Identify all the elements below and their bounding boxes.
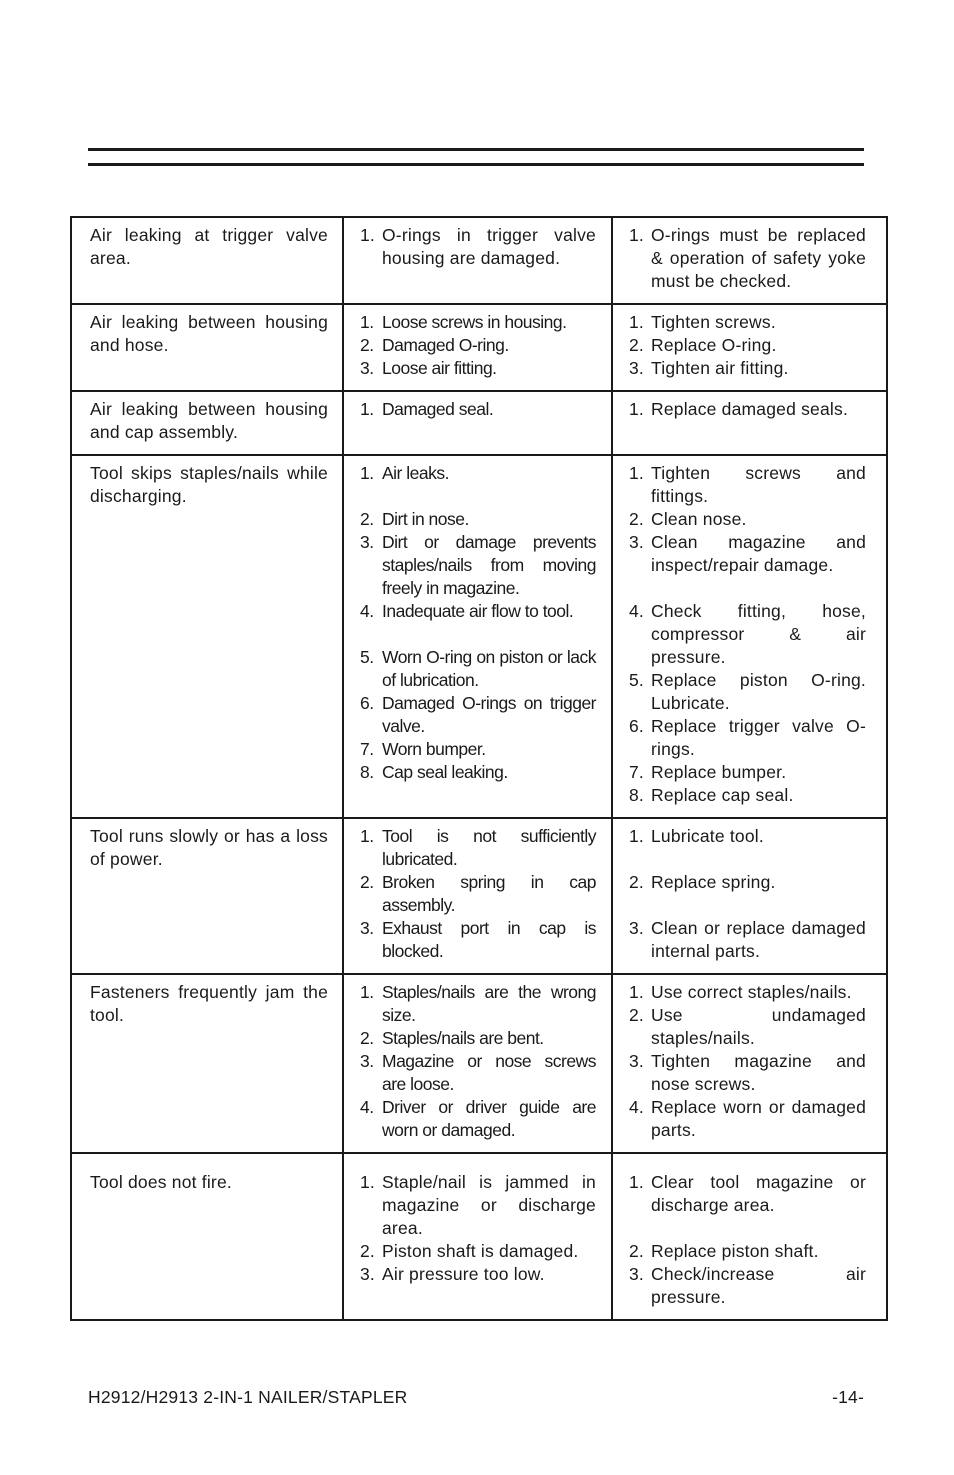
solution-item: 8. Replace cap seal.: [629, 785, 794, 805]
solution-item: 1. Use correct staples/nails.: [629, 982, 852, 1002]
solution-item: 1. O-rings must be replaced & operation of safety yoke must be checked.: [629, 225, 866, 291]
cause-item: 2. Piston shaft is damaged.: [360, 1241, 579, 1261]
solution-item: 6. Replace trigger valve O-rings.: [629, 716, 866, 759]
table-row: [71, 455, 887, 818]
solution-cell: [612, 818, 887, 974]
problem-cell: Air leaking between housing and cap assembly.: [71, 391, 343, 455]
cause-item: 1. Staple/nail is jammed in magazine or discharge area.: [360, 1172, 596, 1238]
problem-cell: Tool runs slowly or has a loss of power.: [71, 818, 343, 974]
solution-cell: [612, 217, 887, 304]
table-row: [71, 391, 887, 455]
solution-cell: [612, 455, 887, 818]
header-rule-top: [88, 148, 864, 151]
table-row: [71, 974, 887, 1153]
problem-cell: Fasteners frequently jam the tool.: [71, 974, 343, 1153]
solution-item: 2. Replace piston shaft.: [629, 1241, 819, 1261]
solution-item: 1. Tighten screws and fittings.: [629, 463, 866, 506]
footer-page-number: -14-: [832, 1387, 864, 1407]
solution-item: 3. Tighten air fitting.: [629, 358, 789, 378]
solution-item: 4. Check fitting, hose, compressor & air pressure.: [629, 601, 866, 667]
table-row: [71, 217, 887, 304]
cause-item: 3. Magazine or nose screws are loose.: [360, 1051, 596, 1094]
solution-cell: [612, 974, 887, 1153]
problem-cell: Air leaking between housing and hose.: [71, 304, 343, 391]
solution-item: 2. Replace spring.: [629, 872, 776, 892]
cause-item: 1. Damaged seal.: [360, 399, 494, 419]
solution-item: 1. Replace damaged seals.: [629, 399, 849, 419]
solution-item: 2. Use undamaged staples/nails.: [629, 1005, 866, 1048]
solution-item: 7. Replace bumper.: [629, 762, 787, 782]
cause-item: 2. Staples/nails are bent.: [360, 1028, 544, 1048]
cause-cell: [343, 304, 612, 391]
cause-cell: [343, 455, 612, 818]
solution-item: 1. Tighten screws.: [629, 312, 776, 332]
cause-item: 1. Staples/nails are the wrong size.: [360, 982, 596, 1025]
cause-item: 1. Tool is not sufficiently lubricated.: [360, 826, 596, 869]
problem-cell: Tool skips staples/nails while discharging.: [71, 455, 343, 818]
cause-cell: [343, 818, 612, 974]
cause-cell: [343, 217, 612, 304]
solution-item: 3. Check/increase air pressure.: [629, 1264, 866, 1307]
table-row: [71, 818, 887, 974]
table-row: [71, 1153, 887, 1320]
cause-item: 1. Air leaks.: [360, 463, 449, 483]
cause-item: 7. Worn bumper.: [360, 739, 486, 759]
solution-item: 2. Clean nose.: [629, 509, 747, 529]
cause-item: 1. O-rings in trigger valve housing are damaged.: [360, 225, 596, 268]
header-rule-bottom: [88, 163, 864, 166]
cause-item: 3. Loose air fitting.: [360, 358, 497, 378]
cause-item: 3. Dirt or damage prevents staples/nails from moving freely in magazine.: [360, 532, 596, 598]
solution-item: 1. Lubricate tool.: [629, 826, 764, 846]
problem-cell: Air leaking at trigger valve area.: [71, 217, 343, 304]
footer-model-name: H2912/H2913 2-IN-1 NAILER/STAPLER: [88, 1387, 408, 1407]
solution-item: 3. Clean magazine and inspect/repair damage.: [629, 532, 866, 575]
solution-cell: [612, 1153, 887, 1320]
cause-item: 3. Exhaust port in cap is blocked.: [360, 918, 596, 961]
problem-cell: Tool does not fire.: [71, 1153, 343, 1320]
solution-item: 3. Tighten magazine and nose screws.: [629, 1051, 866, 1094]
cause-item: 5. Worn O-ring on piston or lack of lubrication.: [360, 647, 596, 690]
cause-cell: [343, 974, 612, 1153]
cause-item: 4. Driver or driver guide are worn or damaged.: [360, 1097, 596, 1140]
solution-cell: [612, 304, 887, 391]
cause-item: 8. Cap seal leaking.: [360, 762, 508, 782]
troubleshooting-table: [70, 216, 888, 1321]
cause-item: 3. Air pressure too low.: [360, 1264, 545, 1284]
solution-item: 5. Replace piston O-ring. Lubricate.: [629, 670, 866, 713]
solution-item: 3. Clean or replace damaged internal parts.: [629, 918, 866, 961]
cause-item: 2. Damaged O-ring.: [360, 335, 509, 355]
solution-cell: [612, 391, 887, 455]
cause-cell: [343, 391, 612, 455]
table-row: [71, 304, 887, 391]
cause-item: 6. Damaged O-rings on trigger valve.: [360, 693, 596, 736]
solution-item: 2. Replace O-ring.: [629, 335, 777, 355]
solution-item: 1. Clear tool magazine or discharge area.: [629, 1172, 866, 1215]
cause-item: 2. Dirt in nose.: [360, 509, 469, 529]
cause-item: 1. Loose screws in housing.: [360, 312, 567, 332]
cause-item: 4. Inadequate air flow to tool.: [360, 601, 574, 621]
cause-item: 2. Broken spring in cap assembly.: [360, 872, 596, 915]
solution-item: 4. Replace worn or damaged parts.: [629, 1097, 866, 1140]
cause-cell: [343, 1153, 612, 1320]
